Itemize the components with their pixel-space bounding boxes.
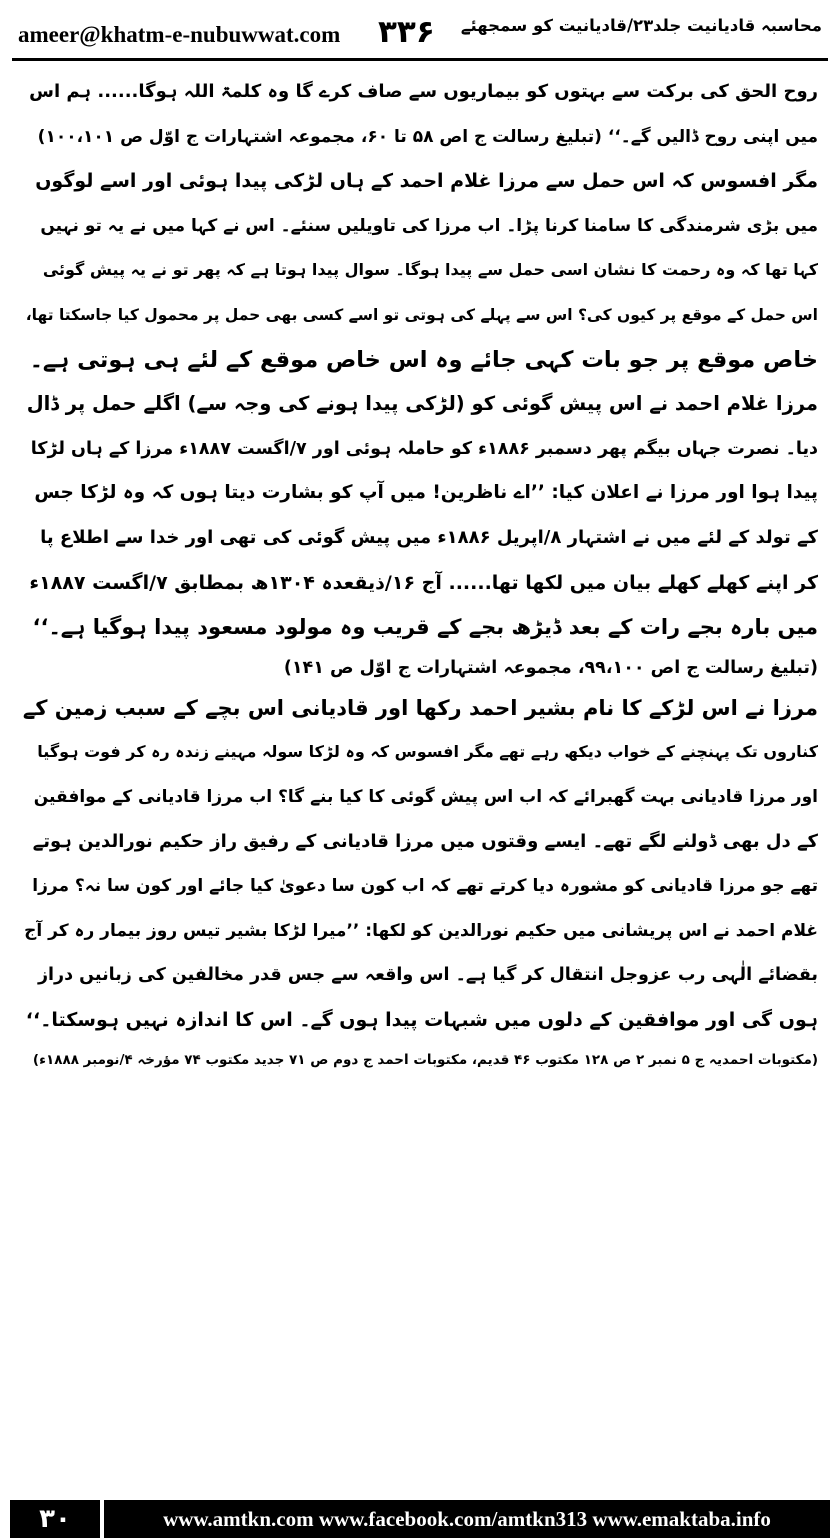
text-line: کے تولد کے لئے میں نے اشتہار ۸/اپریل ۱۸۸۶ء میں پیش گوئی کی تھی اور خدا سے اطلاع پا	[40, 526, 818, 548]
text-line: مرزا غلام احمد نے اس پیش گوئی کو (لڑکی پیدا ہونے کی وجہ سے) اگلے حمل پر ڈال	[26, 392, 818, 416]
header-email: ameer@khatm-e-nubuwwat.com	[18, 22, 341, 47]
reference-line: (مکتوبات احمدیہ ج ۵ نمبر ۲ ص ۱۲۸ مکتوب ۴۶ قدیم، مکتوبات احمد ج دوم ص ۷۱ جدید مکتوب ۷۴ مؤرخہ ۴/نومبر ۱۸۸۸ء)	[32, 1052, 818, 1069]
text-line: پیدا ہوا اور مرزا نے اعلان کیا: ’’اے ناظرین! میں آپ کو بشارت دیتا ہوں کہ وہ لڑکا جس	[34, 482, 818, 504]
text-line: اور مرزا قادیانی بہت گھبرائے کہ اب اس پیش گوئی کا کیا بنے گا؟ اب مرزا قادیانی کے موافقین	[33, 786, 818, 807]
text-line: کہا تھا کہ وہ رحمت کا نشان اسی حمل سے پیدا ہوگا۔ سوال پیدا ہوتا ہے کہ پھر تو نے یہ پیش گوئی	[42, 260, 818, 280]
text-line: کر اپنے کھلے کھلے بیان میں لکھا تھا...... آج ۱۶/ذیقعدہ ۱۳۰۴ھ بمطابق ۷/اگست ۱۸۸۷ء	[29, 571, 818, 594]
header-page-number: ۳۳۶	[378, 14, 435, 50]
text-line: میں اپنی روح ڈالیں گے۔‘‘ (تبلیغ رسالت ج اص ۵۸ تا ۶۰، مجموعہ اشتہارات ج اوّل ص ۱۰۰،۱۰۱)	[37, 126, 818, 147]
header-title: محاسبہ قادیانیت جلد۲۳/قادیانیت کو سمجھئے	[460, 16, 822, 35]
footer-page-number: ۳۰	[10, 1500, 100, 1538]
text-line: میں بڑی شرمندگی کا سامنا کرنا پڑا۔ اب مرزا کی تاویلیں سنئے۔ اس نے کہا میں نے یہ تو نہیں	[40, 215, 818, 236]
page-footer	[0, 1496, 840, 1540]
page-body	[22, 70, 818, 1078]
footer-links: www.amtkn.com www.facebook.com/amtkn313 www.emaktaba.info	[104, 1500, 830, 1538]
text-line: اس حمل کے موقع پر کیوں کی؟ اس سے پہلے کی ہوتی تو اسے کسی بھی حمل پر محمول کیا جاسکتا تھا،	[25, 305, 818, 324]
text-line: بقضائے الٰہی رب عزوجل انتقال کر گیا ہے۔ اس واقعہ سے جس قدر مخالفین کی زبانیں دراز	[37, 965, 818, 986]
text-line: خاص موقع پر جو بات کہی جائے وہ اس خاص موقع کے لئے ہی ہوتی ہے۔	[29, 346, 818, 373]
reference-line: (تبلیغ رسالت ج اص ۹۹،۱۰۰، مجموعہ اشتہارات ج اوّل ص ۱۴۱)	[283, 657, 818, 678]
text-line: میں بارہ بجے رات کے بعد ڈیڑھ بجے کے قریب وہ مولود مسعود پیدا ہوگیا ہے۔‘‘	[32, 615, 818, 640]
text-line: ہوں گی اور موافقین کے دلوں میں شبہات پیدا ہوں گے۔ اس کا اندازہ نہیں ہوسکتا۔‘‘	[25, 1008, 818, 1031]
text-line: کناروں تک پہنچنے کے خواب دیکھ رہے تھے مگر افسوس کہ وہ لڑکا سولہ مہینے زندہ رہ کر فوت ہوگیا	[37, 742, 818, 762]
text-line: کے دل بھی ڈولنے لگے تھے۔ ایسے وقتوں میں مرزا قادیانی کے رفیق راز حکیم نورالدین ہوتے	[32, 830, 818, 852]
header-divider	[12, 58, 828, 61]
page-header	[0, 0, 840, 62]
text-line: دیا۔ نصرت جہاں بیگم پھر دسمبر ۱۸۸۶ء کو حاملہ ہوئی اور ۷/اگست ۱۸۸۷ء مرزا کے ہاں لڑکا	[30, 438, 818, 459]
text-line: غلام احمد نے اس پریشانی میں حکیم نورالدین کو لکھا: ’’میرا لڑکا بشیر تیس روز بیمار رہ کر آج	[24, 920, 818, 941]
text-line: مرزا نے اس لڑکے کا نام بشیر احمد رکھا اور قادیانی اس بچے کے سبب زمین کے	[22, 695, 818, 720]
text-line: مگر افسوس کہ اس حمل سے مرزا غلام احمد کے ہاں لڑکی پیدا ہوئی اور اسے لوگوں	[35, 170, 818, 193]
text-line: روح الحق کی برکت سے بہتوں کو بیماریوں سے صاف کرے گا وہ کلمۃ اللہ ہوگا...... ہم اس	[29, 81, 818, 102]
text-line: تھے جو مرزا قادیانی کو مشورہ دیا کرتے تھے کہ اب کون سا دعویٰ کیا جائے اور کون سا نہ؟ مرزا	[32, 876, 818, 897]
